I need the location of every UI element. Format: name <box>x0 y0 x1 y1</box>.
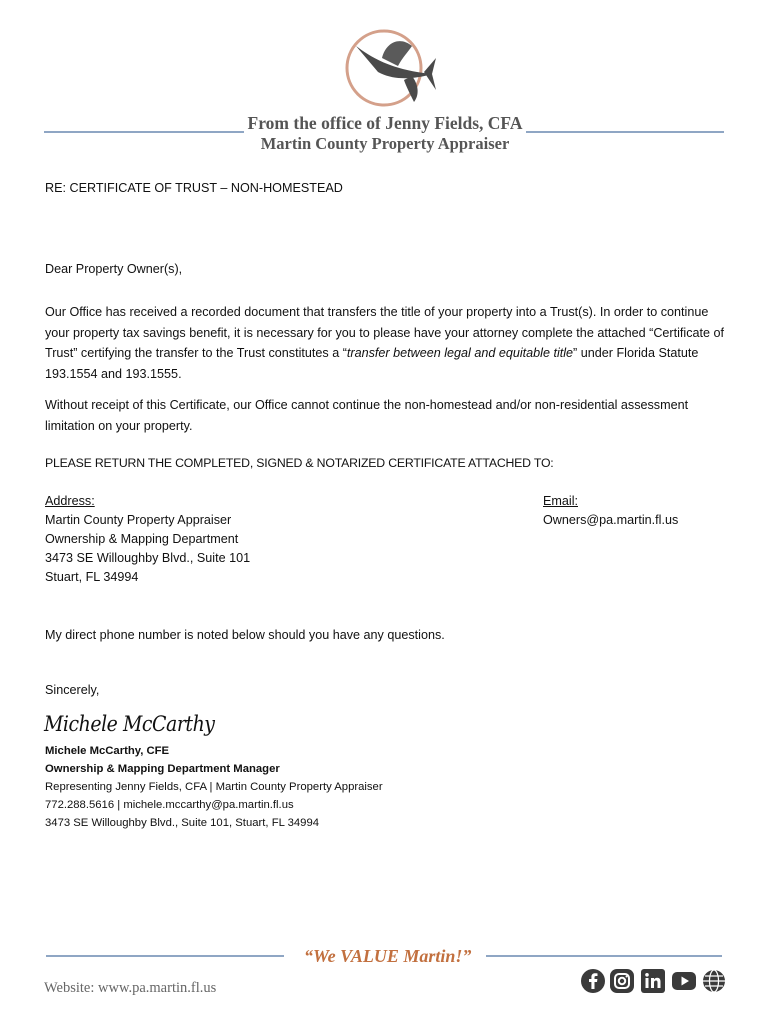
greeting: Dear Property Owner(s), <box>45 262 183 276</box>
closing: Sincerely, <box>45 683 100 697</box>
signer-representing: Representing Jenny Fields, CFA | Martin County Property Appraiser <box>45 781 383 793</box>
subject-line: RE: CERTIFICATE OF TRUST – NON-HOMESTEAD <box>45 181 343 195</box>
linkedin-icon[interactable] <box>640 968 666 994</box>
footer-rule-left <box>46 955 284 957</box>
signer-name: Michele McCarthy, CFE <box>45 745 170 757</box>
return-notice: PLEASE RETURN THE COMPLETED, SIGNED & NOTARIZED CERTIFICATE ATTACHED TO: <box>45 456 554 470</box>
signer-address: 3473 SE Willoughby Blvd., Suite 101, Stuart, FL 34994 <box>45 817 320 829</box>
address-line: Ownership & Mapping Department <box>45 532 239 546</box>
address-block <box>45 492 250 587</box>
signer-title: Ownership & Mapping Department Manager <box>45 763 280 775</box>
signer-contact: 772.288.5616 | michele.mccarthy@pa.martin.fl.us <box>45 799 294 811</box>
website-link[interactable]: Website: www.pa.martin.fl.us <box>44 980 217 996</box>
sailfish-logo <box>342 28 436 110</box>
motto: “We VALUE Martin!” <box>304 946 472 966</box>
paragraph-1-italic: transfer between legal and equitable title <box>346 346 574 361</box>
paragraph-2: Without receipt of this Certificate, our Office cannot continue the non-homestead and/or non-residential assessment limitation on your property. <box>45 398 689 433</box>
address-line: Stuart, FL 34994 <box>45 570 139 584</box>
youtube-icon[interactable] <box>671 968 697 994</box>
phone-note: My direct phone number is noted below should you have any questions. <box>45 628 445 642</box>
instagram-icon[interactable] <box>609 968 635 994</box>
address-line: 3473 SE Willoughby Blvd., Suite 101 <box>45 551 251 565</box>
agency-title: Martin County Property Appraiser <box>260 134 510 153</box>
facebook-icon[interactable] <box>580 968 606 994</box>
paragraph-1-text-b: ” under Florida Statute 193.1554 and 193.1555. <box>45 346 699 381</box>
signature-block <box>45 742 383 832</box>
paragraph-1-text-a: Our Office has received a recorded document that transfers the title of your property into a Trust(s). In order to continue your property tax savings benefit, it is necessary for you to please have your attorney complete the attached “Certificate of Trust” certifying the transfer to the Trust constitutes a “ <box>45 305 725 361</box>
globe-icon[interactable] <box>701 968 727 994</box>
email-block <box>543 492 678 530</box>
address-line: Martin County Property Appraiser <box>45 513 232 527</box>
paragraph-1 <box>45 302 735 384</box>
handwritten-signature: Michele McCarthy <box>44 712 215 736</box>
footer-rule-right <box>486 955 722 957</box>
address-label: Address: <box>45 494 95 508</box>
office-title: From the office of Jenny Fields, CFA <box>247 113 523 133</box>
email-label: Email: <box>543 494 578 508</box>
email-address: Owners@pa.martin.fl.us <box>543 513 679 527</box>
